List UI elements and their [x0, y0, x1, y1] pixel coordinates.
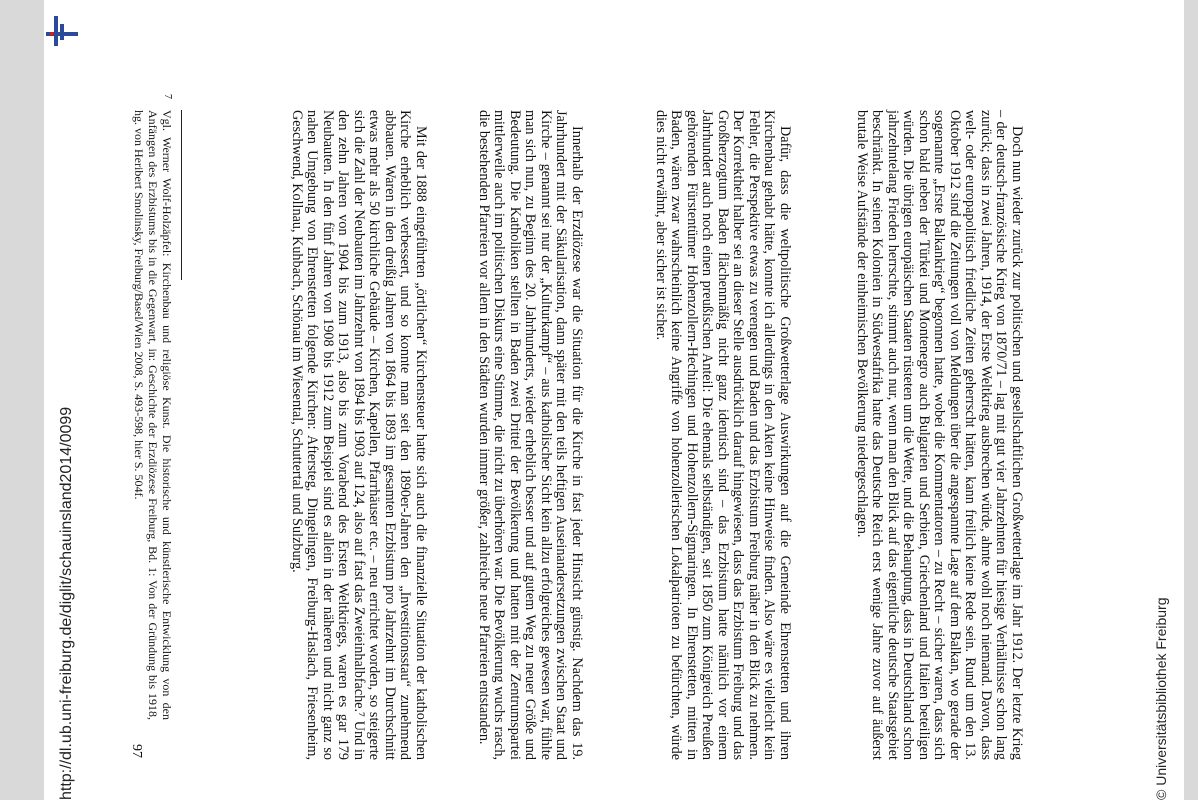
- footnote-separator: [181, 110, 182, 280]
- paragraph-3: Innerhalb der Erzdiözese war die Situation für die Kirche in fast jeder Hinsicht günstig. Nachdem das 19. Jahrhundert mit der Säkularisation, dann später mit den teils heftigen Auseinandersetzungen zwischen Staat und Kirche – genannt sei nur der „Kulturkampf“ – aus katholischer Sicht kein allzu erfolgreiches gewesen war, fühlte man sich nun, zu Beginn des 20. Jahrhunderts, wieder erheblich besser und auf gutem Weg zu neuer Größe und Bedeutung. Die Katholiken stellten in Baden zwei Drittel der Bevölkerung und hatten mit der Zentrumspartei mittlerweile auch im politischen Diskurs eine Stimme, die nicht zu überhören war. Die Bevölkerung wuchs rasch, die bestehenden Pfarreien vor allem in den Städten wurden immer größer, zahlreiche neue Pfarreien entstanden.: [476, 110, 585, 760]
- paragraph-2: Dafür, dass die weltpolitische Großwetterlage Auswirkungen auf die Gemeinde Ehrenstetten und ihren Kirchenbau gehabt hätte, konnte ich allerdings in den Akten keine Hinweise finden. Also wäre es vielleicht kein Fehler, die Perspektive etwas zu verengen und Baden und das Erzbistum Freiburg näher in den Blick zu nehmen. Der Korrektheit halber sei an dieser Stelle ausdrücklich darauf hingewiesen, dass das Erzbistum Freiburg und das Großherzogtum Baden flächenmäßig nicht ganz identisch sind – das Erzbistum hatte nämlich vor einem Jahrhundert auch noch einen preußischen Anteil: Die ehemals selbständigen, seit 1850 zum Königreich Preußen gehörenden Fürstentümer Hohenzollern-Hechingen und Hohenzollern-Sigmaringen. In Ehrenstetten, mitten in Baden, wären zwar wahrscheinlich keine Angriffe von hohenzollerischen Lokalpatrioten zu befürchten, würde dies nicht erwähnt, aber sicher ist sicher.: [653, 110, 793, 760]
- copyright-notice: © Universitätsbibliothek Freiburg: [1153, 597, 1169, 800]
- footnote-number: 7: [162, 94, 173, 99]
- paragraph-1: Doch nun wieder zurück zur politischen und gesellschaftlichen Großwetterlage im Jahr 1912. Der letzte Krieg – der deutsch-französische Krieg von 1870/71 – lag mit gut vier Jahrzehnten für hiesige Verhältnisse schon lang zurück; dass in zwei Jahren, 1914, der Erste Weltkrieg ausbrechen würde, ahnte wohl noch niemand. Davon, dass welt- oder europapolitisch friedliche Zeiten geherrscht hätten, kann freilich keine Rede sein. Rund um den 13. Oktober 1912 sind die Zeitungen voll von Meldungen über die angespannte Lage auf dem Balkan, wo gerade der sogenannte „Erste Balkankrieg“ begonnen hatte, wobei die Kommentatoren – zu Recht – sicher waren, dass sich schon bald neben der Türkei und Montenegro auch Bulgarien und Serbien, Griechenland und Italien beteiligen würden. Die übrigen europäischen Staaten rüsteten um die Wette, und die Behauptung, dass in Deutschland schon jahrzehntelang Frieden herrschte, stimmt auch nur, wenn man den Blick auf das eigentliche deutsche Staatsgebiet beschränkt. In seinen Kolonien in Südwestafrika hatte das Deutsche Reich erst wenige Jahre zuvor auf äußerst brutale Weise Aufstände der einheimischen Bevölkerung niedergeschlagen.: [854, 110, 1025, 760]
- document-page: [44, 0, 1184, 800]
- footnote-text: Vgl. Werner Wolf-Holzäpfel: Kirchenbau und religiöse Kunst. Die historische und künstlerische Entwicklung von den Anfängen des Erzbistums bis in die Gegenwart, in: Geschichte der Erzdiözese Freiburg, Bd. 1: Von der Gründung bis 1918, hg. von Heribert Smolinsky, Freiburg/Basel/Wien 2008, S. 493-598, hier S. 504f.: [132, 110, 174, 720]
- source-url[interactable]: http://dl.ub.uni-freiburg.de/diglit/schauinsland2014/0099: [58, 406, 75, 800]
- page-number: 97: [129, 744, 144, 758]
- footnote: [132, 94, 174, 720]
- rotated-content: [44, 0, 1184, 800]
- paragraph-4: Mit der 1888 eingeführten „örtlichen“ Kirchensteuer hatte sich auch die finanzielle Situation der katholischen Kirche erheblich verbessert, und so konnte man seit den 1890er-Jahren den „Investitionsstau“ zunehmend abbauen. Waren in den dreißig Jahren von 1864 bis 1893 im gesamten Erzbistum pro Jahrzehnt im Durchschnitt etwas mehr als 50 kirchliche Gebäude – Kirchen, Kapellen, Pfarrhäuser etc. – neu errichtet worden, so steigerte sich die Zahl der Neubauten im Jahrzehnt von 1894 bis 1903 auf 124, also auf fast das Zweieinhalbfache.⁷ Und in den zehn Jahren von 1904 bis zum 1913, also bis zum Vorabend des Ersten Weltkriegs, waren es gar 179 Neubauten. In den fünf Jahren von 1908 bis 1912 zum Beispiel sind es allein in der näheren und nicht ganz so nahen Umgebung von Ehrenstetten folgende Kirchen: Aftersteg, Dingelingen, Freiburg-Haslach, Friesenheim, Geschwend, Kollnau, Kuhbach, Schönau im Wiesental, Schuttertal und Sulzburg.: [289, 110, 429, 760]
